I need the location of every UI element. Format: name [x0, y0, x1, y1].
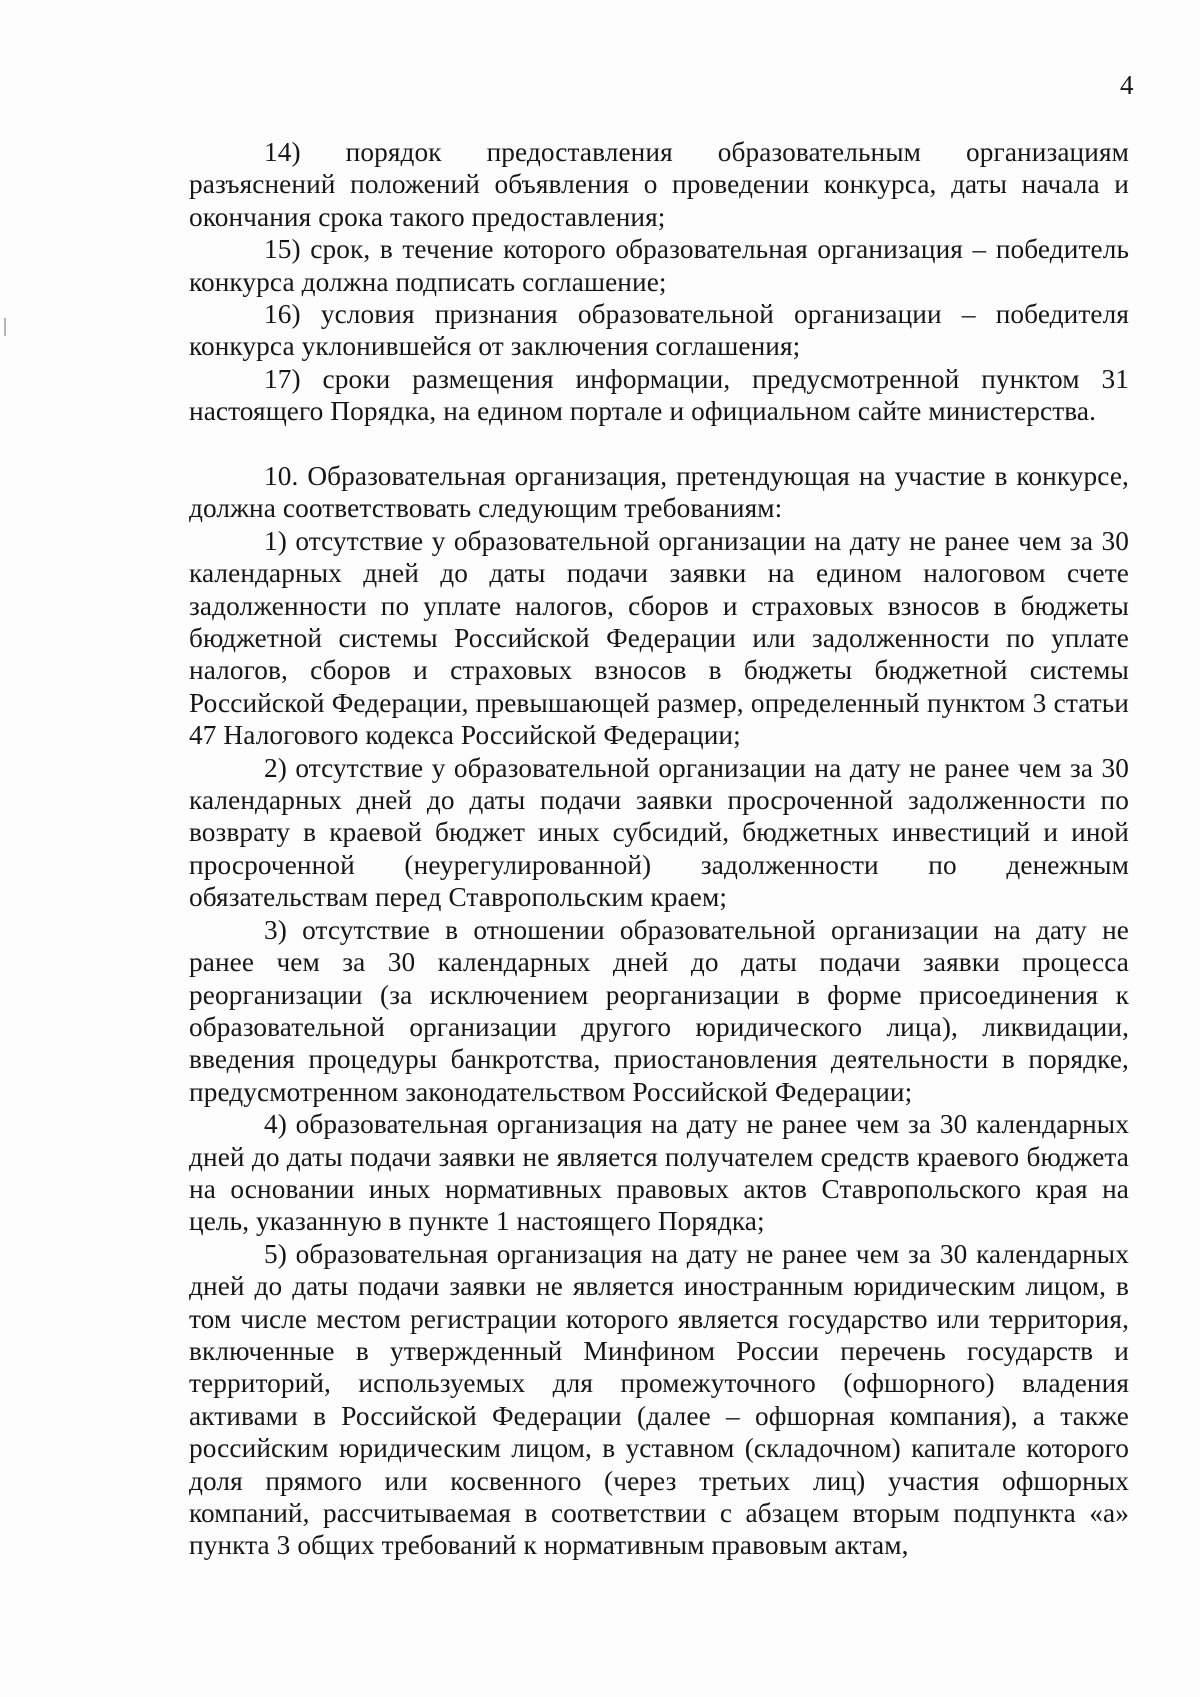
- requirement-5: 5) образовательная организация на дату не ранее чем за 30 календарных дней до даты подачи заявки не является иностранным юридическим лицом, в том числе местом регистрации которого является государство или территория, включенные в утвержденный Минфином России перечень государств и территорий, используемых для промежуточного (офшорного) владения активами в Российской Федерации (далее – офшорная компания), а также российским юридическим лицом, в уставном (складочном) капитале которого доля прямого или косвенного (через третьих лиц) участия офшорных компаний, рассчитываемая в соответствии с абзацем вторым подпункта «а» пункта 3 общих требований к нормативным правовым актам,: [189, 1238, 1129, 1561]
- scan-margin-mark: [4, 318, 6, 336]
- page-number: 4: [1120, 70, 1134, 100]
- requirement-1: 1) отсутствие у образовательной организации на дату не ранее чем за 30 календарных дней до даты подачи заявки на едином налоговом счете задолженности по уплате налогов, сборов и страховых взносов в бюджеты бюджетной системы Российской Федерации или задолженности по уплате налогов, сборов и страховых взносов в бюджеты бюджетной системы Российской Федерации, превышающей размер, определенный пунктом 3 статьи 47 Налогового кодекса Российской Федерации;: [189, 525, 1129, 751]
- list-item-16: 16) условия признания образовательной организации – победителя конкурса уклонившейся от заключения соглашения;: [189, 299, 1129, 362]
- list-block-items-14-17: [189, 136, 1129, 428]
- requirement-3: 3) отсутствие в отношении образовательной организации на дату не ранее чем за 30 календарных дней до даты подачи заявки процесса реорганизации (за исключением реорганизации в форме присоединения к образовательной организации другого юридического лица), ликвидации, введения процедуры банкротства, приостановления деятельности в порядке, предусмотренном законодательством Российской Федерации;: [189, 914, 1129, 1107]
- list-item-14: 14) порядок предоставления образовательным организациям разъяснений положений объявления о проведении конкурса, даты начала и окончания срока такого предоставления;: [189, 137, 1129, 232]
- list-item-15: 15) срок, в течение которого образовательная организация – победитель конкурса должна подписать соглашение;: [189, 234, 1129, 297]
- section-10-intro: 10. Образовательная организация, претендующая на участие в конкурсе, должна соответствовать следующим требованиям:: [189, 461, 1129, 524]
- section-10: [189, 460, 1129, 1562]
- requirement-4: 4) образовательная организация на дату не ранее чем за 30 календарных дней до даты подачи заявки не является получателем средств краевого бюджета на основании иных нормативных правовых актов Ставропольского края на цель, указанную в пункте 1 настоящего Порядка;: [189, 1109, 1129, 1237]
- list-item-17: 17) сроки размещения информации, предусмотренной пунктом 31 настоящего Порядка, на едином портале и официальном сайте министерства.: [189, 363, 1129, 427]
- requirement-2: 2) отсутствие у образовательной организации на дату не ранее чем за 30 календарных дней до даты подачи заявки просроченной задолженности по возврату в краевой бюджет иных субсидий, бюджетных инвестиций и иной просроченной (неурегулированной) задолженности по денежным обязательствам перед Ставропольским краем;: [189, 752, 1129, 913]
